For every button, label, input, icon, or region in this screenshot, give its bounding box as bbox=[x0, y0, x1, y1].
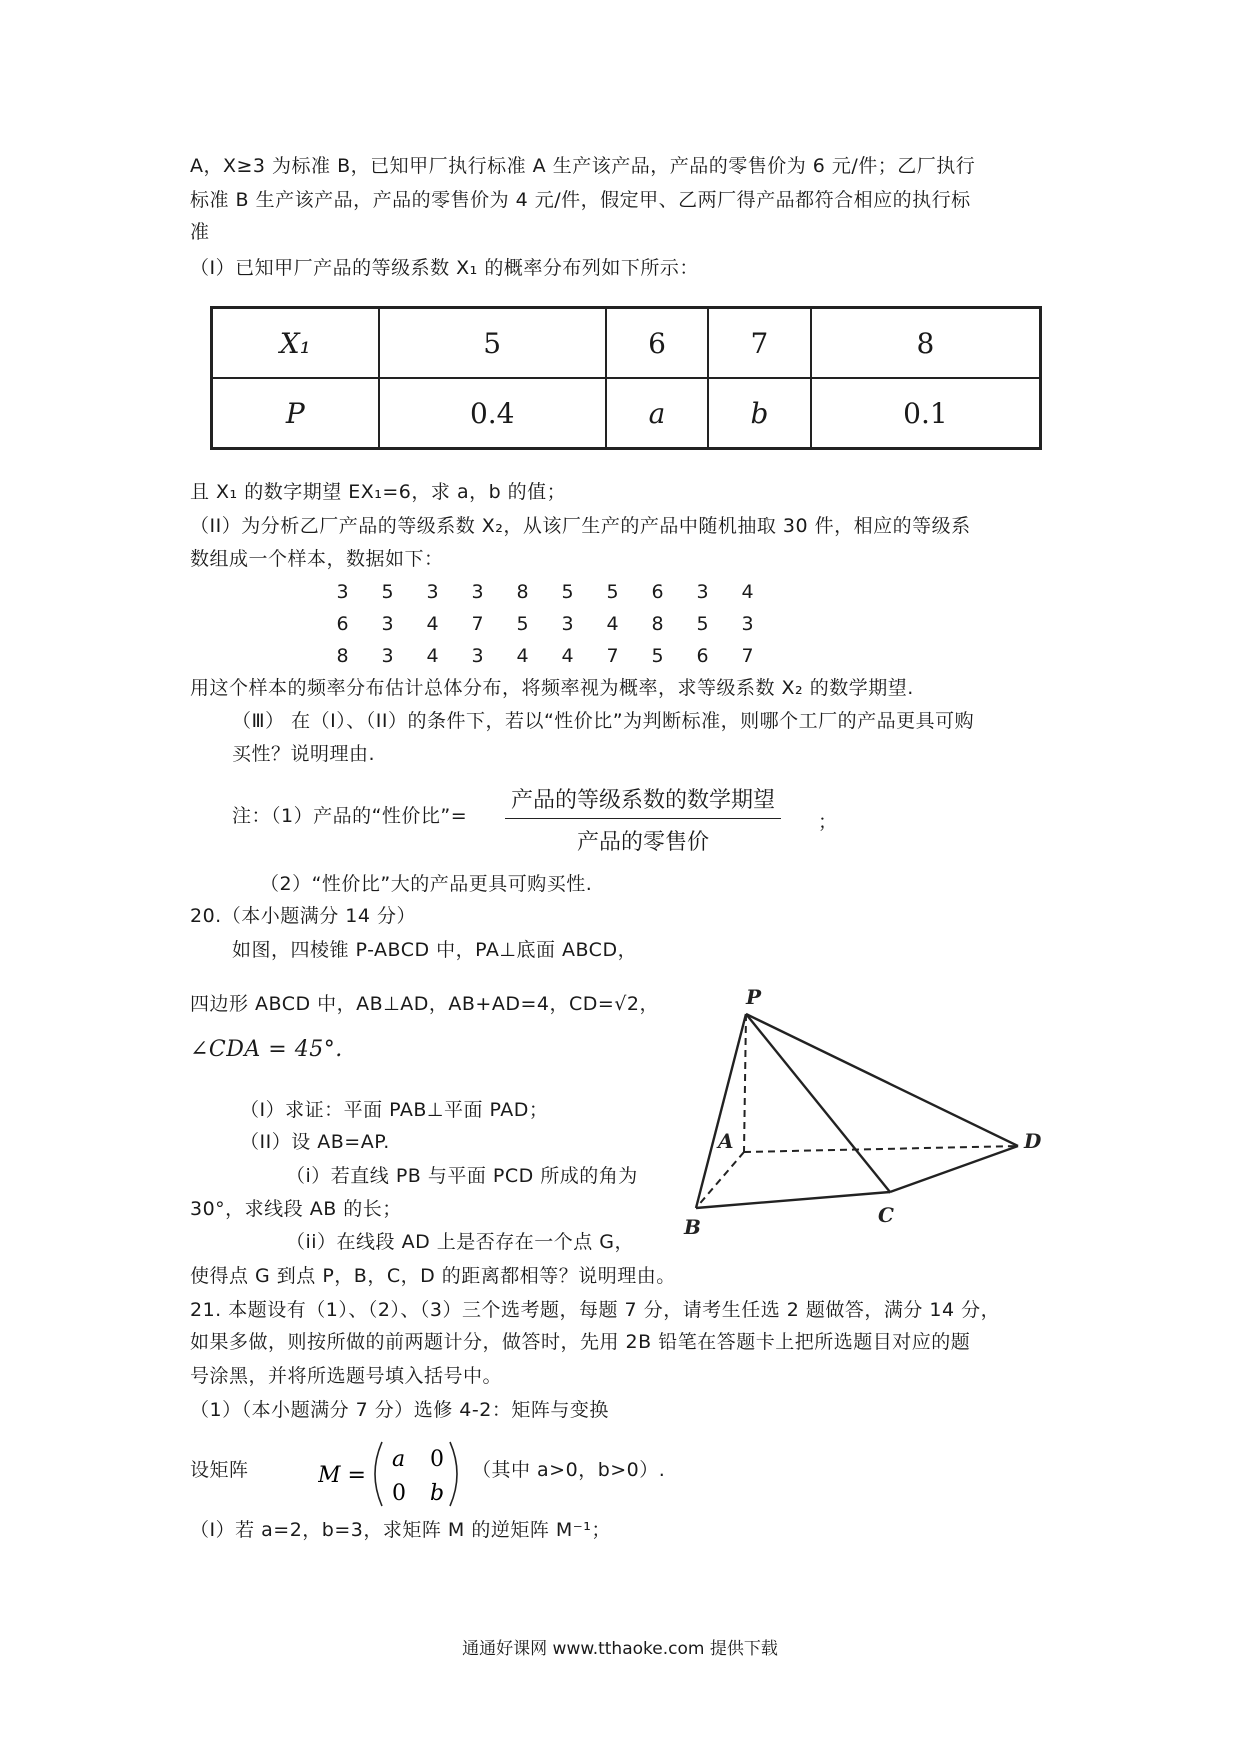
sample-value: 7 bbox=[741, 645, 754, 667]
value-ratio-fraction bbox=[505, 783, 781, 856]
vertex-label-d: D bbox=[1024, 1129, 1042, 1153]
sample-row bbox=[320, 608, 770, 640]
vertex-label-p: P bbox=[746, 985, 762, 1009]
page-footer: 通通好课网 www.tthaoke.com 提供下载 bbox=[462, 1639, 778, 1659]
sample-value: 3 bbox=[471, 581, 484, 603]
fraction-numerator: 产品的等级系数的数学期望 bbox=[505, 783, 781, 819]
text-line: 号涂黑，并将所选题号填入括号中。 bbox=[190, 1365, 503, 1387]
sample-value: 4 bbox=[426, 613, 439, 635]
sample-value: 5 bbox=[516, 613, 529, 635]
sample-value: 6 bbox=[696, 645, 709, 667]
matrix-entry: a bbox=[392, 1447, 406, 1472]
note-semicolon: ； bbox=[818, 811, 838, 833]
sample-value: 3 bbox=[696, 581, 709, 603]
text-line: 30°，求线段 AB 的长； bbox=[190, 1198, 402, 1220]
sample-value: 5 bbox=[696, 613, 709, 635]
sample-value: 5 bbox=[606, 581, 619, 603]
edge-ad bbox=[744, 1146, 1018, 1152]
text-line: （Ⅲ） 在（I）、（II）的条件下，若以“性价比”为判断标准，则哪个工厂的产品更具可购 bbox=[232, 710, 975, 732]
sample-value: 5 bbox=[651, 645, 664, 667]
sample-value: 8 bbox=[516, 581, 529, 603]
vertex-label-a: A bbox=[718, 1129, 734, 1153]
question-heading: 20.（本小题满分 14 分） bbox=[190, 905, 416, 927]
sample-value: 4 bbox=[516, 645, 529, 667]
table-cell: b bbox=[708, 378, 811, 449]
edge-bc bbox=[696, 1192, 890, 1208]
sample-value: 3 bbox=[336, 581, 349, 603]
table-cell: 0.1 bbox=[811, 378, 1041, 449]
sample-value: 4 bbox=[606, 613, 619, 635]
matrix-entry: b bbox=[430, 1481, 445, 1506]
text-line: （1）（本小题满分 7 分）选修 4-2：矩阵与变换 bbox=[190, 1399, 609, 1421]
sample-value: 3 bbox=[741, 613, 754, 635]
table-cell: 6 bbox=[606, 308, 708, 379]
sample-value: 3 bbox=[471, 645, 484, 667]
text-line: 使得点 G 到点 P，B，C，D 的距离都相等？说明理由。 bbox=[190, 1265, 676, 1287]
edge-pa bbox=[744, 1014, 746, 1152]
text-line: 标准 B 生产该产品，产品的零售价为 4 元/件，假定甲、乙两厂得产品都符合相应的执行标 bbox=[190, 189, 971, 211]
sample-value: 7 bbox=[471, 613, 484, 635]
text-line: （I）已知甲厂产品的等级系数 X₁ 的概率分布列如下所示： bbox=[190, 257, 699, 279]
note-label: 注：（1）产品的“性价比”= bbox=[232, 805, 468, 827]
table-row bbox=[212, 308, 1041, 379]
table-cell: 7 bbox=[708, 308, 811, 379]
text-line: ∠CDA = 45°. bbox=[190, 1037, 343, 1062]
sample-value: 5 bbox=[561, 581, 574, 603]
sample-value: 6 bbox=[336, 613, 349, 635]
sample-value: 6 bbox=[651, 581, 664, 603]
matrix-label: 设矩阵 bbox=[190, 1459, 249, 1481]
sample-value: 4 bbox=[426, 645, 439, 667]
text-line: （2）“性价比”大的产品更具可购买性. bbox=[260, 873, 593, 895]
sample-value: 4 bbox=[741, 581, 754, 603]
sample-row bbox=[320, 576, 770, 608]
text-line: （ii）在线段 AD 上是否存在一个点 G， bbox=[286, 1231, 635, 1253]
table-cell: 8 bbox=[811, 308, 1041, 379]
right-paren bbox=[450, 1442, 457, 1506]
edge-pc bbox=[746, 1014, 890, 1192]
sample-value: 8 bbox=[336, 645, 349, 667]
edge-cd bbox=[890, 1146, 1018, 1192]
sample-value: 4 bbox=[561, 645, 574, 667]
text-line: 买性？说明理由. bbox=[232, 743, 376, 765]
matrix-name: M = bbox=[318, 1463, 366, 1488]
text-line: （I）求证：平面 PAB⊥平面 PAD； bbox=[240, 1099, 549, 1121]
text-line: 四边形 ABCD 中，AB⊥AD，AB+AD=4，CD=√2， bbox=[190, 993, 659, 1015]
sample-value: 7 bbox=[606, 645, 619, 667]
sample-value: 3 bbox=[561, 613, 574, 635]
sample-value: 5 bbox=[381, 581, 394, 603]
text-line: 用这个样本的频率分布估计总体分布，将频率视为概率，求等级系数 X₂ 的数学期望. bbox=[190, 677, 914, 699]
text-line: （II）设 AB=AP. bbox=[240, 1131, 390, 1153]
table-cell: X₁ bbox=[212, 308, 379, 379]
probability-distribution-table bbox=[210, 306, 1042, 450]
text-line: （i）若直线 PB 与平面 PCD 所成的角为 bbox=[286, 1165, 638, 1187]
sample-value: 3 bbox=[381, 613, 394, 635]
vertex-label-b: B bbox=[684, 1215, 701, 1239]
edge-pb bbox=[696, 1014, 746, 1208]
left-paren bbox=[375, 1442, 382, 1506]
matrix-expression bbox=[318, 1438, 468, 1510]
text-line: 且 X₁ 的数字期望 EX₁=6，求 a，b 的值； bbox=[190, 481, 567, 503]
matrix-m bbox=[318, 1438, 468, 1516]
edge-pd bbox=[746, 1014, 1018, 1146]
text-line: （II）为分析乙厂产品的等级系数 X₂，从该厂生产的产品中随机抽取 30 件，相应的等级系 bbox=[190, 515, 971, 537]
text-line: （I）若 a=2，b=3，求矩阵 M 的逆矩阵 M⁻¹； bbox=[190, 1519, 611, 1541]
sample-value: 3 bbox=[381, 645, 394, 667]
sample-row bbox=[320, 640, 770, 672]
text-line: 数组成一个样本，数据如下： bbox=[190, 548, 444, 570]
table-cell: a bbox=[606, 378, 708, 449]
text-line: 如图，四棱锥 P-ABCD 中，PA⊥底面 ABCD， bbox=[232, 939, 638, 961]
table-cell: 5 bbox=[379, 308, 606, 379]
table-cell: 0.4 bbox=[379, 378, 606, 449]
text-line: 如果多做，则按所做的前两题计分，做答时，先用 2B 铅笔在答题卡上把所选题目对应的题 bbox=[190, 1331, 971, 1353]
text-line: （其中 a>0，b>0）. bbox=[472, 1459, 666, 1481]
sample-value: 3 bbox=[426, 581, 439, 603]
table-row bbox=[212, 378, 1041, 449]
pyramid-figure bbox=[680, 980, 1070, 1240]
sample-value: 8 bbox=[651, 613, 664, 635]
matrix-entry: 0 bbox=[430, 1447, 444, 1472]
fraction-denominator: 产品的零售价 bbox=[577, 830, 710, 855]
text-line: 21. 本题设有（1）、（2）、（3）三个选考题，每题 7 分，请考生任选 2 题做答，满分 14 分， bbox=[190, 1299, 1001, 1321]
text-line: A，X≥3 为标准 B，已知甲厂执行标准 A 生产该产品，产品的零售价为 6 元/件；乙厂执行 bbox=[190, 155, 976, 177]
table-cell: P bbox=[212, 378, 379, 449]
text-line: 准 bbox=[190, 221, 210, 243]
matrix-entry: 0 bbox=[392, 1481, 406, 1506]
vertex-label-c: C bbox=[878, 1203, 894, 1227]
